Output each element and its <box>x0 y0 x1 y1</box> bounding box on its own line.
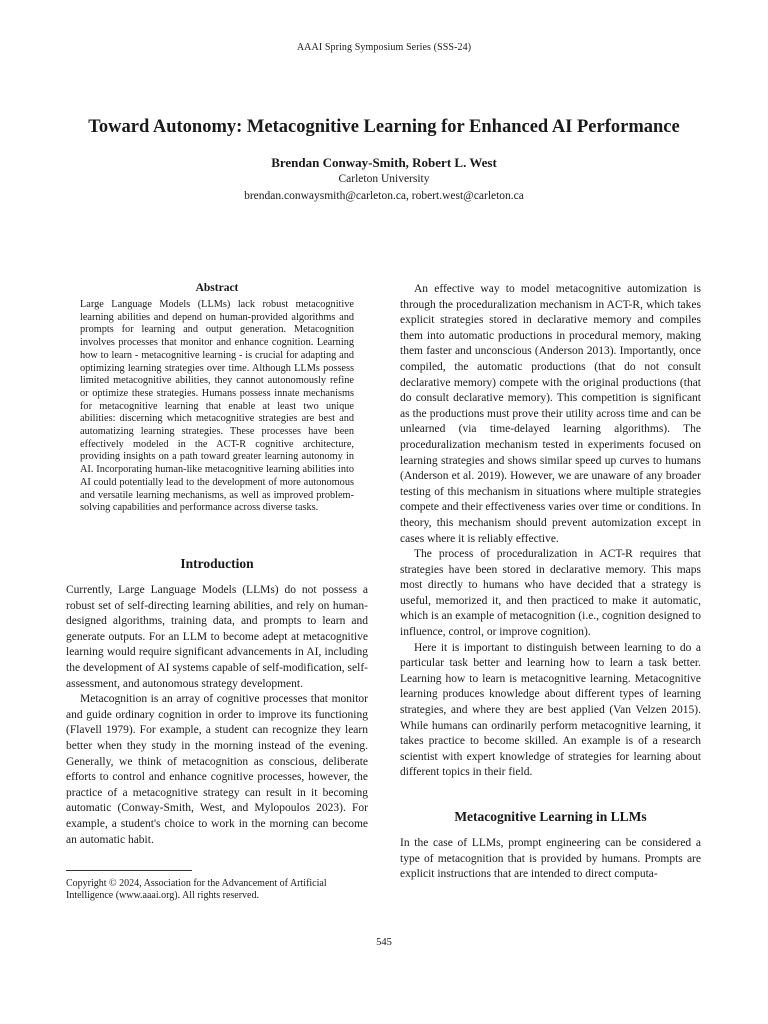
page-number: 545 <box>376 937 392 948</box>
body-paragraph: An effective way to model metacognitive automization is through the proceduralization mechanism in ACT-R, which takes explicit strategies stored in declarative memory and compiles them into automatic productions in procedural memory, making them faster and unconscious (Anderson 2013). Importantly, once compiled, the automatic productions (that do not consult declarative memory) compete with the original productions (that do consult declarative memory). This competition is significant as the productions must prove their utility across time and can be unlearned (via time-delayed learning algorithms). The proceduralization mechanism tested in experiments focused on learning strategies and shows similar speed up curves to humans (Anderson et al. 2019). However, we are unaware of any broader testing of this mechanism in situations where multiple strategies compete and their effectiveness varies over time or conditions. In theory, this mechanism should prevent automization except in cases where it is reliably effective. <box>400 283 701 545</box>
abstract-text: Large Language Models (LLMs) lack robust metacognitive learning abilities and depend on human-provided algorithms and prompts for learning and output generation. Metacognition involves processes that monitor and enhance cognition. Learning how to learn - metacognitive learning - is crucial for adapting and optimizing learning strategies over time. Although LLMs possess limited metacognitive abilities, they cannot autonomously refine or optimize these strategies. Humans possess innate mechanisms for metacognitive learning that enable at least two unique abilities: discerning which metacognitive strategies are best and automatizing learning strategies. These processes have been effectively modeled in the ACT-R cognitive architecture, providing insights on a path toward greater learning autonomy in AI. Incorporating human-like metacognitive learning abilities into AI could potentially lead to the development of more autonomous and versatile learning mechanisms, as well as improved problem-solving capabilities and performance across diverse tasks. <box>80 299 354 514</box>
author-affiliation: Carleton University <box>338 173 430 185</box>
abstract-heading: Abstract <box>195 282 239 294</box>
paper-title: Toward Autonomy: Metacognitive Learning for Enhanced AI Performance <box>88 117 680 137</box>
metacognitive-llms-heading: Metacognitive Learning in LLMs <box>454 809 647 824</box>
copyright-footnote: Copyright © 2024, Association for the Advancement of Artificial Intelligence (www.aaai.org). All rights reserved. <box>66 878 327 901</box>
body-paragraph: Here it is important to distinguish between learning to do a particular task better and learning how to learn a task better. Learning how to learn is metacognitive learning. Metacognitive learning produces knowledge about different types of learning strategies, and where they are best applied (Van Velzen 2015). While humans can ordinarily perform metacognitive learning, it takes practice to become skilled. An example is of a research scientist with expert knowledge of strategies for learning about different topics in their field. <box>400 641 701 779</box>
introduction-body <box>66 583 368 848</box>
author-names: Brendan Conway-Smith, Robert L. West <box>271 155 497 170</box>
introduction-heading: Introduction <box>180 556 254 571</box>
intro-paragraph: Currently, Large Language Models (LLMs) do not possess a robust set of self-directing learning abilities, and rely on human-designed algorithms, training data, and prompts to learn and generate outputs. For an LLM to become adept at metacognitive learning would require significant advancements in AI, including the development of AI systems capable of self-modification, self-assessment, and autonomous strategy development. <box>66 584 368 690</box>
author-emails: brendan.conwaysmith@carleton.ca, robert.west@carleton.ca <box>244 190 524 202</box>
footnote-rule <box>66 870 192 871</box>
right-column-body <box>400 282 701 781</box>
intro-paragraph: Metacognition is an array of cognitive processes that monitor and guide ordinary cognition in order to improve its functioning (Flavell 1979). For example, a student can recognize they learn better when they study in the morning instead of the evening. Generally, we think of metacognition as conscious, deliberate efforts to control and enhance cognitive processes, however, the practice of a metacognitive strategy can result in it becoming automatic (Conway-Smith, West, and Mylopoulos 2023). For example, a student's choice to work in the morning can become an automatic habit. <box>66 693 368 846</box>
body-paragraph: The process of proceduralization in ACT-R requires that strategies have been stored in declarative memory. This maps most directly to humans who have decided that a strategy is useful, memorized it, and then practiced to make it automatic, which is an example of metacognition (i.e., cognition designed to influence, control, or improve cognition). <box>400 548 701 639</box>
body-paragraph: In the case of LLMs, prompt engineering can be considered a type of metacognition that is provided by humans. Prompts are explicit instructions that are intended to direct computa- <box>400 837 701 881</box>
running-header: AAAI Spring Symposium Series (SSS-24) <box>296 42 472 53</box>
metacognitive-llms-body <box>400 836 701 883</box>
